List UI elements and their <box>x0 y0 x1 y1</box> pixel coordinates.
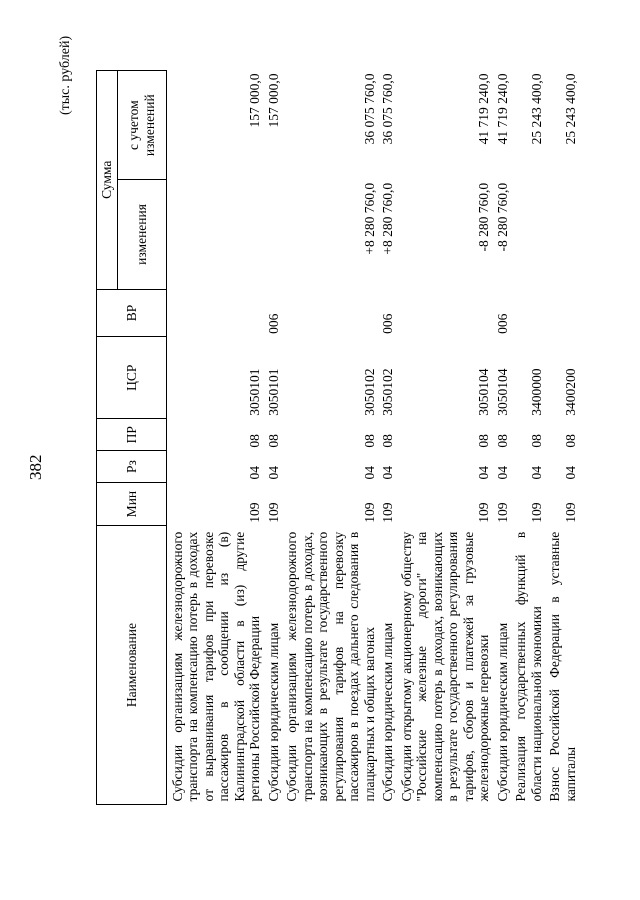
cell-vr <box>510 289 544 337</box>
cell-csr: 3050104 <box>476 368 491 416</box>
cell-change: -8 280 760,0 <box>494 182 510 252</box>
cell-change: +8 280 760,0 <box>380 182 395 255</box>
cell-vr <box>166 289 263 337</box>
cell-csr: 3400200 <box>562 368 578 416</box>
cell-name: Субсидии организациям железнодорожного транспорта на компенсацию потерь в доходах от выравнивания тарифов при перевозке пассажиров в сообщении из (в) Калининградской области в (из) другие регионы Российской Федерации <box>169 531 262 802</box>
cell-rz: 04 <box>562 465 578 480</box>
cell-min: 109 <box>528 502 544 523</box>
cell-min: 109 <box>247 502 262 523</box>
cell-total: 25 243 400,0 <box>562 73 578 145</box>
cell-pr: 08 <box>476 434 491 448</box>
cell-csr: 3400000 <box>528 368 544 416</box>
cell-name: Субсидии юридическим лицам <box>265 622 281 802</box>
cell-min: 109 <box>265 502 281 523</box>
header-pr: ПР <box>97 419 167 451</box>
header-sum: Сумма <box>97 71 118 290</box>
cell-pr: 08 <box>562 434 578 448</box>
cell-min: 109 <box>494 502 510 523</box>
table-row <box>281 71 377 805</box>
table-row <box>396 71 492 805</box>
cell-total: 157 000,0 <box>265 73 281 128</box>
cell-total: 25 243 400,0 <box>528 73 544 145</box>
header-csr: ЦСР <box>97 337 167 419</box>
table-row <box>166 71 263 805</box>
cell-vr: 006 <box>265 313 281 334</box>
cell-pr: 08 <box>380 434 395 448</box>
cell-pr: 08 <box>361 434 377 448</box>
table-row <box>544 71 578 805</box>
header-min: Мин <box>97 482 167 525</box>
cell-vr <box>544 289 578 337</box>
cell-csr: 3050102 <box>361 368 377 416</box>
cell-min: 109 <box>476 502 491 523</box>
cell-name: Субсидии юридическим лицам <box>494 622 510 802</box>
cell-change <box>166 180 263 289</box>
cell-pr: 08 <box>247 434 262 448</box>
budget-table <box>96 70 578 805</box>
cell-csr: 3050101 <box>265 368 281 416</box>
cell-name: Реализация государственных функций в области национальной экономики <box>513 531 544 802</box>
cell-min: 109 <box>361 502 377 523</box>
cell-total: 36 075 760,0 <box>361 73 377 145</box>
cell-total: 41 719 240,0 <box>476 73 491 145</box>
cell-min: 109 <box>562 502 578 523</box>
cell-rz: 04 <box>476 465 491 480</box>
cell-rz: 04 <box>247 465 262 480</box>
table-row <box>492 71 511 805</box>
cell-total: 157 000,0 <box>247 73 262 128</box>
cell-vr: 006 <box>380 313 395 334</box>
cell-change <box>544 180 578 289</box>
cell-vr: 006 <box>494 313 510 334</box>
cell-change: -8 280 760,0 <box>476 182 491 252</box>
cell-pr: 08 <box>494 434 510 448</box>
cell-vr <box>281 289 377 337</box>
cell-change <box>510 180 544 289</box>
header-rz: Рз <box>97 451 167 483</box>
cell-pr: 08 <box>265 434 281 448</box>
cell-name: Субсидии организациям железнодорожного транспорта на компенсацию потерь в доходах, возникающих в результате государственного регулирования тарифов на перевозку пассажиров в поездах дальнего следования в плацкартных и общих вагонах <box>284 531 377 802</box>
cell-csr: 3050102 <box>380 368 395 416</box>
header-name: Наименование <box>97 526 167 805</box>
cell-vr <box>396 289 492 337</box>
units-label: (тыс. рублей) <box>58 35 73 115</box>
cell-rz: 04 <box>380 465 395 480</box>
cell-name: Субсидии открытому акционерному обществу "Российские железные дороги" на компенсацию потерь в доходах, возникающих в результате государственного регулирования тарифов, сборов и платежей за грузовые железнодорожные перевозки <box>398 531 491 802</box>
table-row <box>377 71 396 805</box>
cell-total: 41 719 240,0 <box>494 73 510 145</box>
table-row <box>263 71 282 805</box>
table-row <box>510 71 544 805</box>
page-number: 382 <box>26 454 45 480</box>
header-vr: ВР <box>97 289 167 337</box>
cell-rz: 04 <box>265 465 281 480</box>
cell-name: Взнос Российской Федерации в уставные капиталы <box>547 531 578 802</box>
cell-rz: 04 <box>528 465 544 480</box>
cell-total: 36 075 760,0 <box>380 73 395 145</box>
cell-min: 109 <box>380 502 395 523</box>
cell-change <box>263 180 282 289</box>
cell-rz: 04 <box>361 465 377 480</box>
cell-pr: 08 <box>528 434 544 448</box>
cell-csr: 3050101 <box>247 368 262 416</box>
cell-csr: 3050104 <box>494 368 510 416</box>
cell-name: Субсидии юридическим лицам <box>380 622 395 802</box>
cell-change: +8 280 760,0 <box>361 182 377 255</box>
cell-rz: 04 <box>494 465 510 480</box>
header-with-changes: с учетом изменений <box>117 71 166 180</box>
header-changes: изменения <box>117 180 166 289</box>
